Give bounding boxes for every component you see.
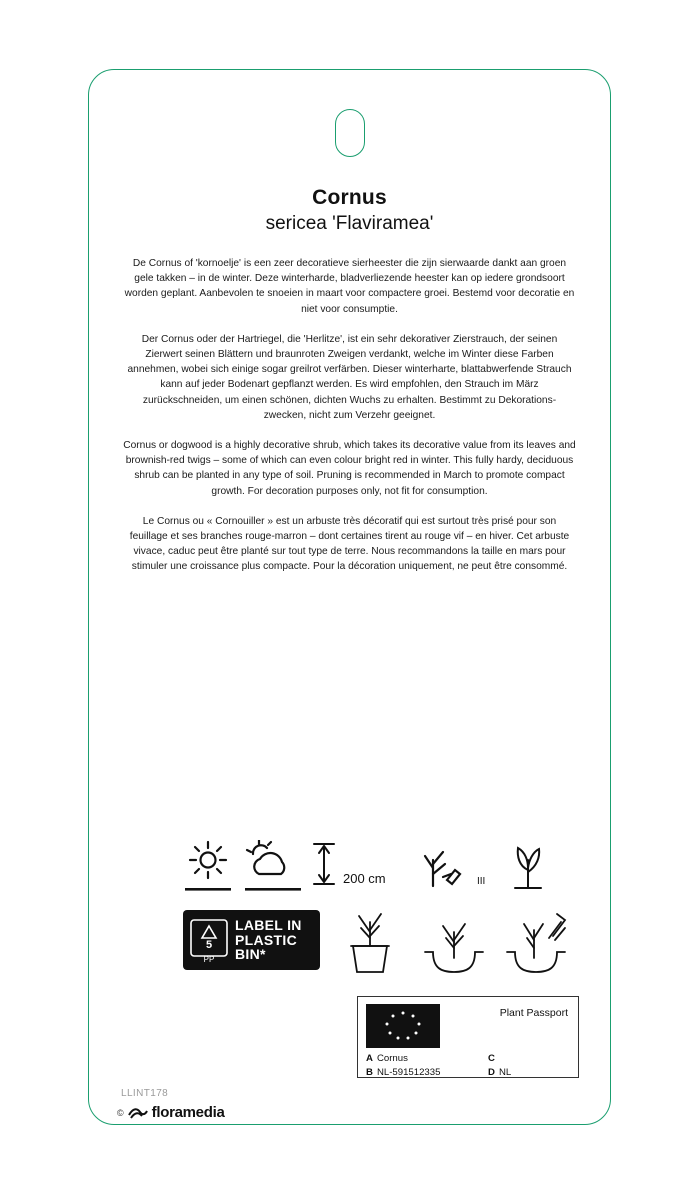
eu-flag-icon bbox=[366, 1004, 440, 1048]
brand-logo bbox=[117, 1104, 225, 1121]
recycle-and-steps-row bbox=[89, 910, 610, 982]
svg-text:PP: PP bbox=[203, 955, 215, 964]
water-plant-icon bbox=[503, 906, 577, 976]
paragraph-nl: De Cornus of 'kornoelje' is een zeer decoratieve sierheester die zijn sierwaarde dankt aan groen gele takken – in de winter. Deze winterharde, bladverliezende heester kan op iedere grondsoort worden geplant. Aanbevolen te snoeien in maart voor compactere groei. Bestemd voor decoratie en niet voor consumptie. bbox=[124, 258, 575, 315]
dig-hole-icon bbox=[419, 906, 489, 976]
plant-label-card bbox=[88, 69, 611, 1125]
paragraph-de: Der Cornus oder der Hartriegel, die 'Herlitze', ist ein sehr dekorativer Zierstrauch, der seinen Zierwert seinen Blättern und braunroten Zweigen verdankt, welche im Winter diese Farben annehmen, wobei sich einige sogar greilrot verfärben. Dieser winterharte, blattabwerfende Strauch kann auf jeder Bodenart gepflanzt werden. Es wird empfohlen, den Strauch im März zurückschneiden, um einen schönen, dichten Wuchs zu erhalten. Bestimmt zu Dekorations- zwecken, nicht zum Verzehr geeignet. bbox=[127, 333, 572, 421]
passport-field-a bbox=[366, 1053, 408, 1064]
plant-species-title: sericea 'Flaviramea' bbox=[265, 213, 434, 234]
copyright-symbol: © bbox=[117, 1107, 124, 1118]
hang-hole-icon bbox=[335, 109, 365, 157]
passport-value-d: NL bbox=[498, 1067, 512, 1078]
care-icon-row bbox=[89, 830, 610, 892]
passport-value-a: Cornus bbox=[376, 1053, 408, 1064]
passport-key-d: D bbox=[488, 1067, 495, 1078]
description-block bbox=[123, 256, 576, 590]
passport-field-c bbox=[488, 1053, 499, 1064]
hardiness-zone-label: III bbox=[477, 876, 486, 887]
plant-passport bbox=[357, 996, 579, 1078]
floramedia-mark-icon bbox=[128, 1106, 148, 1120]
passport-field-d bbox=[488, 1067, 511, 1078]
paragraph-en: Cornus or dogwood is a highly decorative shrub, which takes its decorative value from its leaves and brownish-red twigs – some of which can even colour bright red in winter. This fully hardy, deciduous shrub can be planted in any type of soil. Pruning is recommended in March to promote compact growth. For decoration purposes only, not fit for consumption. bbox=[123, 440, 576, 497]
recycle-text-line3: BIN* bbox=[235, 946, 266, 963]
passport-title: Plant Passport bbox=[499, 1007, 568, 1019]
pot-plant-icon bbox=[337, 906, 403, 976]
paragraph-fr: Le Cornus ou « Cornouiller » est un arbuste très décoratif qui est surtout très prisé pour son feuillage et ses branches rouge-marron – dont certaines tirent au rouge vif – en hiver. Cet arbuste vivace, caduc peut être planté sur tout type de terre. Nous recommandons la taille en mars pour stimuler une croissance plus compacte. Pour la décoration uniquement, ne peut être consommé. bbox=[129, 515, 570, 573]
full-sun-icon bbox=[185, 840, 231, 892]
brand-name: floramedia bbox=[151, 1104, 225, 1121]
passport-key-b: B bbox=[366, 1067, 373, 1078]
passport-key-c: C bbox=[488, 1053, 495, 1064]
title-block bbox=[89, 186, 610, 235]
passport-value-b: NL-591512335 bbox=[376, 1067, 441, 1078]
partial-shade-icon bbox=[245, 840, 301, 892]
plant-genus-title: Cornus bbox=[312, 186, 387, 209]
recycle-info-box bbox=[183, 910, 320, 970]
svg-text:5: 5 bbox=[205, 939, 213, 951]
recycle-text bbox=[235, 918, 302, 962]
label-code: LLINT178 bbox=[121, 1088, 169, 1099]
passport-key-a: A bbox=[366, 1053, 373, 1064]
recycle-text-line1: LABEL IN bbox=[235, 917, 302, 934]
passport-field-b bbox=[366, 1067, 440, 1078]
planting-icon bbox=[507, 840, 549, 892]
height-arrow-icon bbox=[311, 840, 337, 892]
recycle-text-line2: PLASTIC bbox=[235, 931, 297, 948]
recycle-triangle-icon bbox=[189, 918, 229, 962]
pruning-hand-icon bbox=[423, 840, 467, 892]
height-value: 200 cm bbox=[343, 871, 386, 886]
